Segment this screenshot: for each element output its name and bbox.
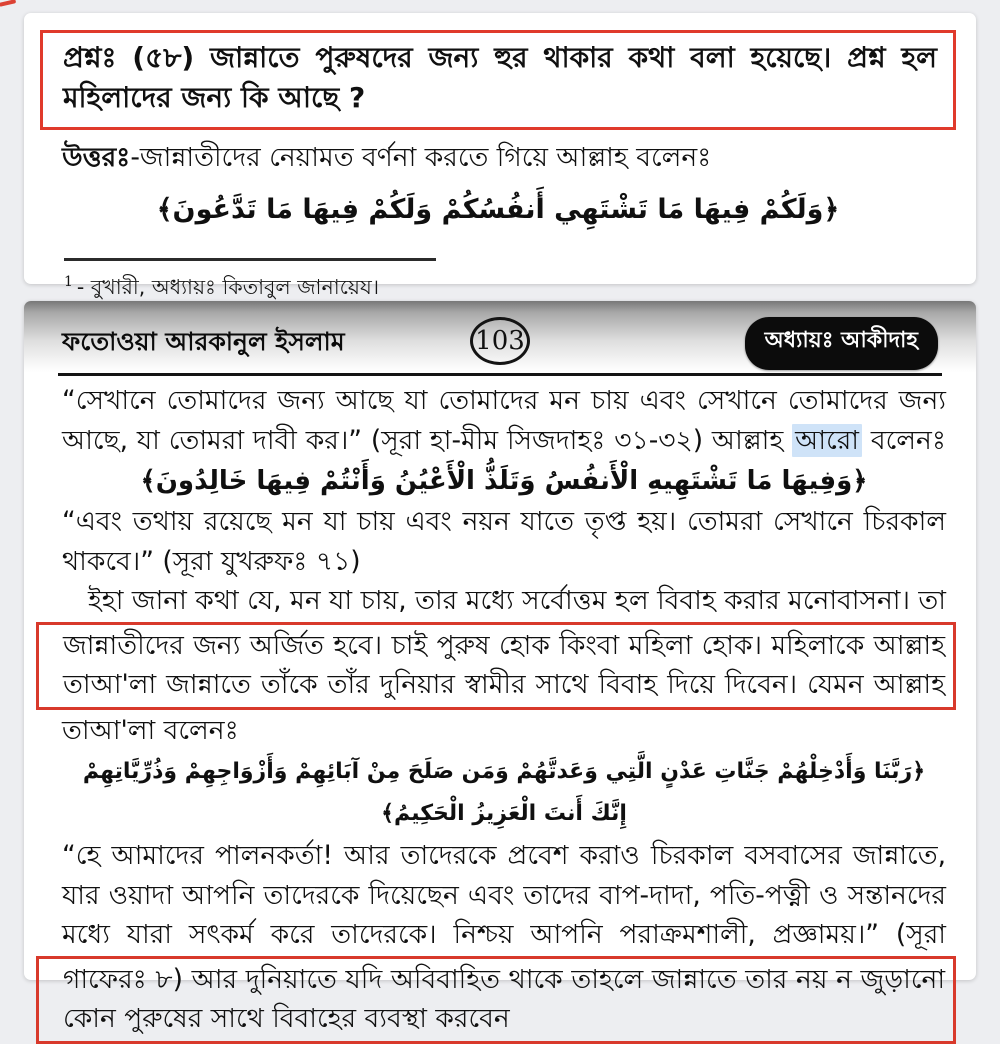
quote3-line1: “হে আমাদের পালনকর্তা! আর তাদেরকে প্রবেশ করাও চিরকাল বসবাসের জান্নাতে, <box>62 840 946 871</box>
answer-line <box>62 140 956 176</box>
footnote-marker: 1 <box>64 274 73 290</box>
answer-text: -জান্নাতীদের নেয়ামত বর্ণনা করতে গিয়ে আল্লাহ বলেনঃ <box>130 142 712 173</box>
highlighted-word: আরো <box>792 424 862 457</box>
book-title: ফতোওয়া আরকানুল ইসলাম <box>62 326 345 356</box>
highlight-red-box-b <box>36 956 956 1044</box>
scan-artifact-red-corner <box>0 0 16 7</box>
page-body <box>24 376 976 1044</box>
arabic-verse-3: ﴿رَبَّنَا وَأَدْخِلْهُمْ جَنَّاتِ عَدْنٍ الَّتِي وَعَدتَّهُمْ وَمَن صَلَحَ مِنْ آبَائِهِمْ وَأَزْوَاجِهِمْ وَذُرِّيَّاتِهِمْ إِنَّكَ أَنتَ الْعَزِيزُ الْحَكِيمُ﴾ <box>82 759 926 826</box>
chapter-badge: অধ্যায়ঃ আকীদাহ <box>745 317 938 370</box>
redboxA-line2: তাআ'লা জান্নাতে তাঁকে তাঁর দুনিয়ার স্বামীর সাথে বিবাহ দিয়ে দিবেন। যেমন আল্লাহ <box>63 669 945 700</box>
page-number-badge: 103 <box>470 317 530 365</box>
after-boxA-line: তাআ'লা বলেনঃ <box>62 714 239 746</box>
redboxB-line1: গাফেরঃ ৮) আর দুনিয়াতে যদি অবিবাহিত থাকে তাহলে জান্নাতে তার নয় ন জুড়ানো <box>63 963 945 995</box>
book-page-card <box>24 301 976 1034</box>
quote1-line2-post: বলেনঃ <box>870 424 946 456</box>
question-red-box: প্রশ্নঃ (৫৮) জান্নাতে পুরুষদের জন্য হুর থাকার কথা বলা হয়েছে। প্রশ্ন হল মহিলাদের জন্য কি আছে ? <box>40 30 956 130</box>
answer-label: উত্তরঃ <box>62 142 131 173</box>
footnote-divider <box>64 258 436 261</box>
quote2-line2: থাকবে।” (সূরা যুখরুফঃ ৭১) <box>62 545 361 577</box>
quote1-line2-pre: আছে, যা তোমরা দাবী কর।” (সূরা হা-মীম সিজদাহঃ ৩১-৩২) আল্লাহ <box>62 424 784 456</box>
footnote-text: - বুখারী, অধ্যায়ঃ কিতাবুল জানায়েয। <box>76 274 380 299</box>
quote3-line3: মধ্যে যারা সৎকর্ম করে তাদেরকে। নিশ্চয় আপনি পরাক্রমশালী, প্রজ্ঞাময়।” (সূরা <box>62 919 946 950</box>
redboxA-line1: জান্নাতীদের জন্য অর্জিত হবে। চাই পুরুষ হোক কিংবা মহিলা হোক। মহিলাকে আল্লাহ <box>63 629 945 661</box>
page-header <box>24 301 976 373</box>
quote1-line1: “সেখানে তোমাদের জন্য আছে যা তোমাদের মন চায় এবং সেখানে তোমাদের জন্য <box>62 385 946 416</box>
quote1-line2 <box>62 421 946 461</box>
footnote <box>64 267 956 302</box>
arabic-verse-1: ﴿وَلَكُمْ فِيهَا مَا تَشْتَهِي أَنفُسُكُمْ وَلَكُمْ فِيهَا مَا تَدَّعُونَ﴾ <box>156 194 840 225</box>
redboxB-line2: কোন পুরুষের সাথে বিবাহের ব্যবস্থা করবেন <box>63 1003 510 1034</box>
quote3-line2: যার ওয়াদা আপনি তাদেরকে দিয়েছেন এবং তাদের বাপ-দাদা, পতি-পত্নী ও সন্তানদের <box>62 879 946 911</box>
highlight-red-box-a <box>36 622 956 710</box>
question-answer-card <box>24 13 976 299</box>
para-line1: ইহা জানা কথা যে, মন যা চায়, তার মধ্যে সর্বোত্তম হল বিবাহ করার মনোবাসনা। তা <box>88 585 946 616</box>
quote2-line1: “এবং তথায় রয়েছে মন যা চায় এবং নয়ন যাতে তৃপ্ত হয়। তোমরা সেখানে চিরকাল <box>62 506 946 537</box>
arabic-verse-2: ﴿وَفِيهَا مَا تَشْتَهِيهِ الْأَنفُسُ وَتَلَذُّ الْأَعْيُنُ وَأَنْتُمْ فِيهَا خَالِدُونَ﴾ <box>140 466 868 496</box>
